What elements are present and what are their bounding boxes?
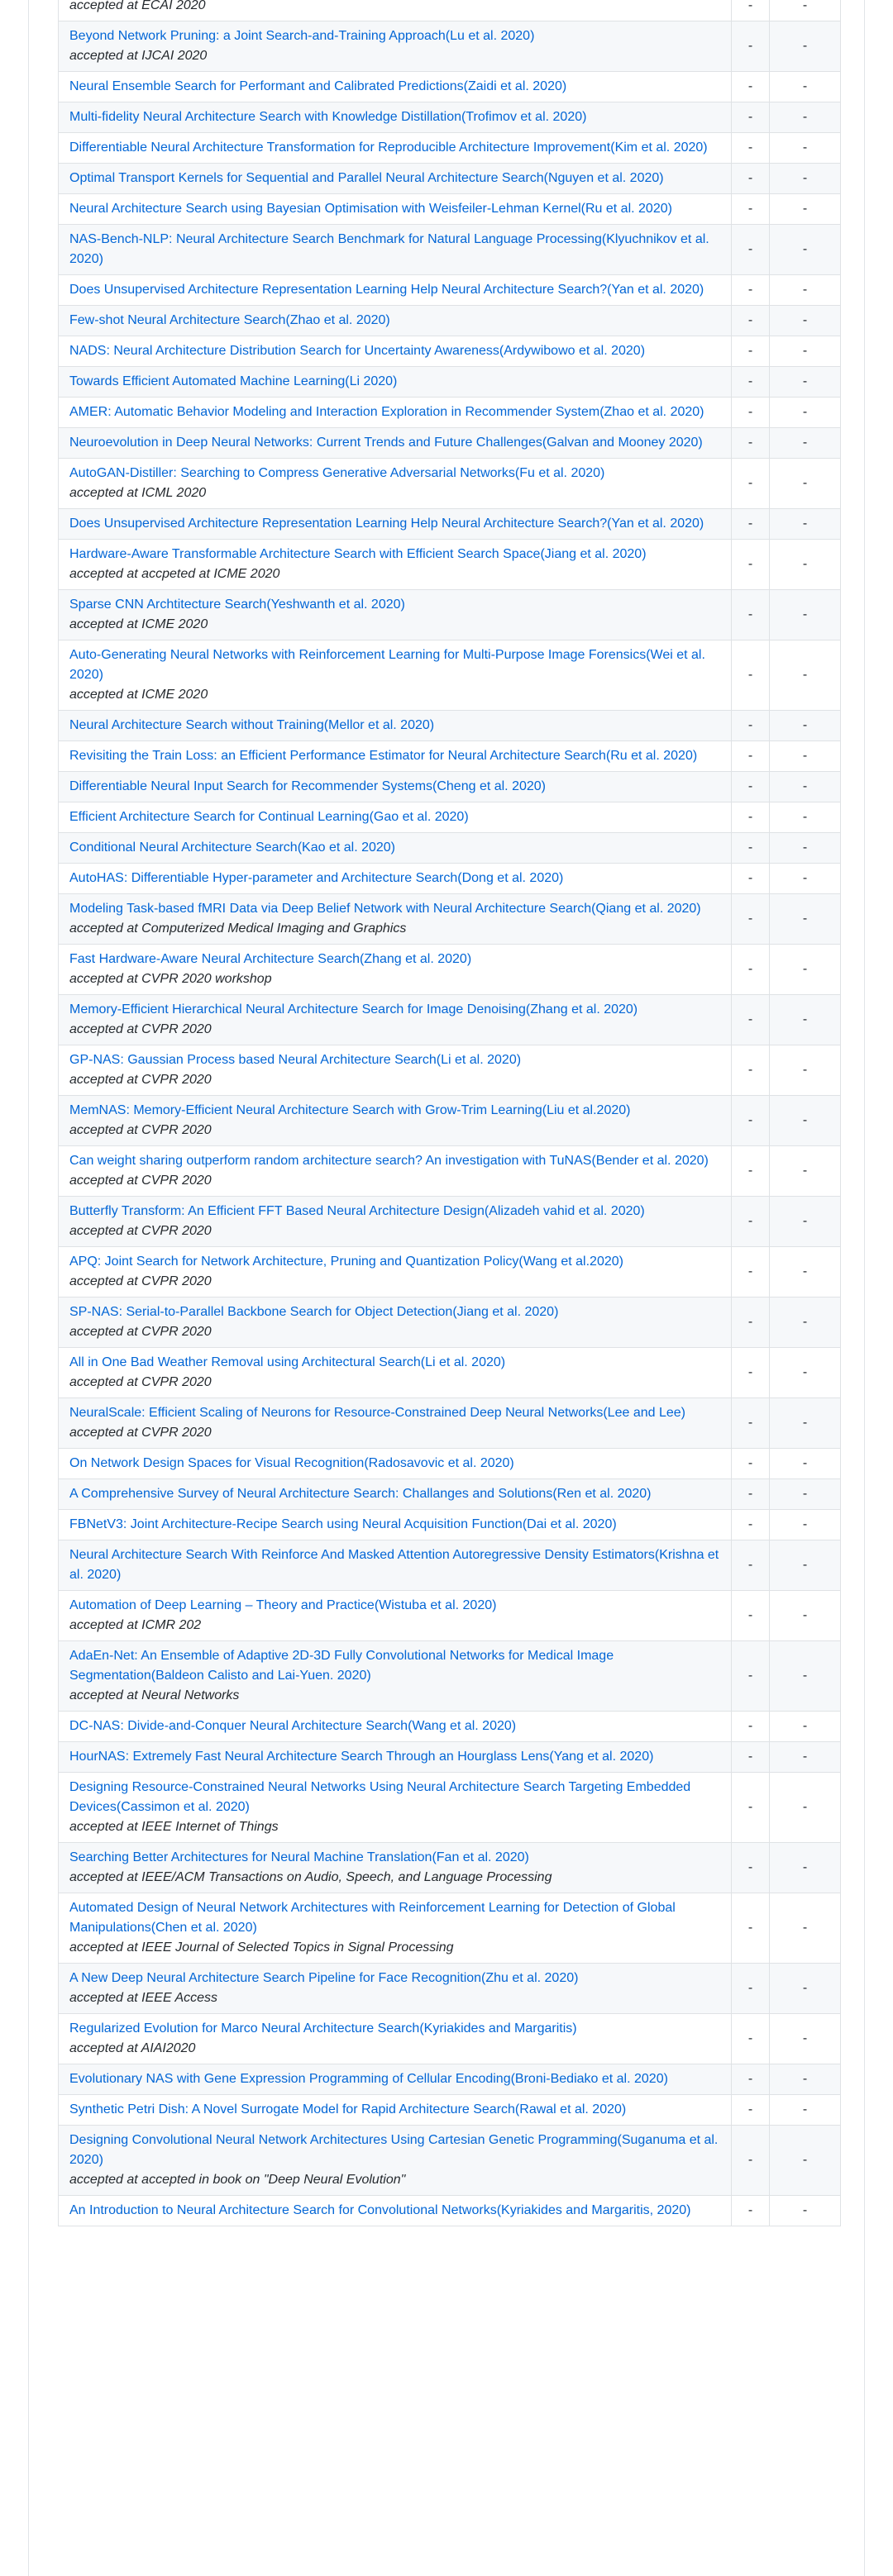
table-row (59, 1398, 841, 1449)
table-row (59, 802, 841, 833)
table-row (59, 640, 841, 711)
paper-cell (59, 540, 732, 590)
paper-col2-cell: - (732, 2126, 770, 2196)
paper-col2-cell: - (732, 1773, 770, 1843)
paper-col2-cell: - (732, 640, 770, 711)
paper-col3-cell: - (770, 2095, 841, 2126)
table-row (59, 1045, 841, 1096)
table-row (59, 2014, 841, 2064)
paper-col3-cell: - (770, 336, 841, 367)
paper-title-link[interactable]: Designing Convolutional Neural Network Architectures Using Cartesian Genetic Programming(Suganuma et al. 2020) (69, 2133, 719, 2167)
paper-col3-cell: - (770, 1479, 841, 1510)
paper-cell (59, 1510, 732, 1540)
paper-col2-cell: - (732, 194, 770, 225)
paper-cell (59, 1146, 732, 1197)
paper-title-link[interactable]: AdaEn-Net: An Ensemble of Adaptive 2D-3D Fully Convolutional Networks for Medical Image Segmentation(Baldeon Calisto and Lai-Yuen. 2020) (69, 1649, 614, 1683)
paper-col3-cell: - (770, 802, 841, 833)
paper-col3-cell: - (770, 398, 841, 428)
paper-col3-cell: - (770, 1146, 841, 1197)
paper-title-link[interactable]: Neural Ensemble Search for Performant and Calibrated Predictions(Zaidi et al. 2020) (69, 79, 567, 93)
paper-title-link[interactable]: AMER: Automatic Behavior Modeling and Interaction Exploration in Recommender System(Zhao et al. 2020) (69, 405, 704, 419)
paper-col2-cell: - (732, 398, 770, 428)
paper-title-link[interactable]: Butterfly Transform: An Efficient FFT Based Neural Architecture Design(Alizadeh vahid et al. 2020) (69, 1204, 645, 1218)
paper-cell (59, 1045, 732, 1096)
paper-col2-cell: - (732, 894, 770, 945)
paper-venue: accepted at ICME 2020 (69, 688, 208, 702)
paper-col3-cell: - (770, 2126, 841, 2196)
paper-venue: accepted at CVPR 2020 (69, 1123, 212, 1137)
paper-title-link[interactable]: GP-NAS: Gaussian Process based Neural Architecture Search(Li et al. 2020) (69, 1053, 522, 1067)
table-row (59, 2095, 841, 2126)
paper-col3-cell: - (770, 894, 841, 945)
paper-col3-cell: - (770, 741, 841, 772)
paper-col3-cell: - (770, 995, 841, 1045)
paper-venue: accepted at CVPR 2020 workshop (69, 972, 272, 986)
paper-col3-cell: - (770, 640, 841, 711)
paper-cell (59, 21, 732, 72)
paper-cell (59, 1712, 732, 1742)
paper-col3-cell: - (770, 1197, 841, 1247)
paper-col2-cell: - (732, 1712, 770, 1742)
paper-col2-cell: - (732, 833, 770, 864)
paper-cell (59, 640, 732, 711)
paper-title-link[interactable]: Towards Efficient Automated Machine Learning(Li 2020) (69, 374, 398, 388)
paper-venue: accepted at IEEE Journal of Selected Topics in Signal Processing (69, 1940, 454, 1955)
paper-title-link[interactable]: Searching Better Architectures for Neural Machine Translation(Fan et al. 2020) (69, 1850, 529, 1864)
paper-col2-cell: - (732, 540, 770, 590)
paper-col3-cell: - (770, 0, 841, 21)
table-row (59, 1479, 841, 1510)
paper-col2-cell: - (732, 275, 770, 306)
table-row (59, 306, 841, 336)
paper-cell (59, 1641, 732, 1712)
paper-cell (59, 2196, 732, 2226)
paper-title-link[interactable]: Evolutionary NAS with Gene Expression Programming of Cellular Encoding(Broni-Bediako et al. 2020) (69, 2072, 668, 2086)
table-row (59, 995, 841, 1045)
paper-col2-cell: - (732, 306, 770, 336)
table-row (59, 945, 841, 995)
paper-col2-cell: - (732, 1591, 770, 1641)
paper-cell (59, 2014, 732, 2064)
paper-col2-cell: - (732, 1045, 770, 1096)
paper-title-link[interactable]: A New Deep Neural Architecture Search Pipeline for Face Recognition(Zhu et al. 2020) (69, 1971, 579, 1985)
paper-cell (59, 711, 732, 741)
table-row (59, 1146, 841, 1197)
paper-title-link[interactable]: Revisiting the Train Loss: an Efficient Performance Estimator for Neural Architecture Search(Ru et al. 2020) (69, 749, 698, 763)
paper-venue: accepted at IJCAI 2020 (69, 49, 208, 63)
paper-col3-cell: - (770, 133, 841, 164)
paper-title-link[interactable]: An Introduction to Neural Architecture Search for Convolutional Networks(Kyriakides and Margaritis, 2020) (69, 2203, 691, 2217)
paper-title-link[interactable]: Fast Hardware-Aware Neural Architecture Search(Zhang et al. 2020) (69, 952, 472, 966)
paper-title-link[interactable]: All in One Bad Weather Removal using Architectural Search(Li et al. 2020) (69, 1355, 506, 1369)
paper-title-link[interactable]: Few-shot Neural Architecture Search(Zhao et al. 2020) (69, 313, 390, 327)
table-row (59, 102, 841, 133)
paper-col2-cell: - (732, 995, 770, 1045)
paper-col3-cell: - (770, 194, 841, 225)
table-row (59, 72, 841, 102)
paper-title-link[interactable]: Memory-Efficient Hierarchical Neural Architecture Search for Image Denoising(Zhang et al. 2020) (69, 1002, 638, 1017)
table-row (59, 1247, 841, 1298)
paper-col2-cell: - (732, 802, 770, 833)
paper-cell (59, 741, 732, 772)
table-row (59, 1893, 841, 1964)
paper-col2-cell: - (732, 509, 770, 540)
paper-col2-cell: - (732, 0, 770, 21)
paper-title-link[interactable]: NAS-Bench-NLP: Neural Architecture Search Benchmark for Natural Language Processing(Klyuchnikov et al. 2020) (69, 232, 709, 266)
paper-col2-cell: - (732, 1146, 770, 1197)
table-row (59, 1298, 841, 1348)
paper-title-link[interactable]: Synthetic Petri Dish: A Novel Surrogate Model for Rapid Architecture Search(Rawal et al. 2020) (69, 2102, 627, 2117)
table-row (59, 590, 841, 640)
paper-title-link[interactable]: DC-NAS: Divide-and-Conquer Neural Architecture Search(Wang et al. 2020) (69, 1719, 517, 1733)
table-row (59, 133, 841, 164)
table-row (59, 164, 841, 194)
paper-cell (59, 1298, 732, 1348)
paper-col2-cell: - (732, 2014, 770, 2064)
paper-title-link[interactable]: Does Unsupervised Architecture Representation Learning Help Neural Architecture Search?(Yan et al. 2020) (69, 517, 704, 531)
paper-cell (59, 1479, 732, 1510)
paper-col3-cell: - (770, 306, 841, 336)
paper-col3-cell: - (770, 1449, 841, 1479)
paper-cell (59, 1773, 732, 1843)
table-row (59, 1591, 841, 1641)
paper-venue: accepted at ECAI 2020 (69, 0, 206, 12)
paper-col2-cell: - (732, 1641, 770, 1712)
paper-cell (59, 590, 732, 640)
paper-cell (59, 225, 732, 275)
paper-title-link[interactable]: Automation of Deep Learning – Theory and Practice(Wistuba et al. 2020) (69, 1598, 497, 1612)
paper-col2-cell: - (732, 164, 770, 194)
paper-col3-cell: - (770, 72, 841, 102)
paper-venue: accepted at CVPR 2020 (69, 1274, 212, 1288)
table-row (59, 225, 841, 275)
paper-title-link[interactable]: Neuroevolution in Deep Neural Networks: Current Trends and Future Challenges(Galvan and Mooney 2020) (69, 436, 703, 450)
paper-cell (59, 894, 732, 945)
paper-cell (59, 0, 732, 21)
paper-cell (59, 1449, 732, 1479)
paper-col3-cell: - (770, 833, 841, 864)
table-row (59, 1641, 841, 1712)
paper-title-link[interactable]: HourNAS: Extremely Fast Neural Architecture Search Through an Hourglass Lens(Yang et al. 2020) (69, 1750, 654, 1764)
paper-cell (59, 1964, 732, 2014)
paper-col3-cell: - (770, 1398, 841, 1449)
paper-col2-cell: - (732, 1964, 770, 2014)
table-row (59, 0, 841, 21)
paper-col3-cell: - (770, 1510, 841, 1540)
paper-cell (59, 2095, 732, 2126)
paper-col3-cell: - (770, 367, 841, 398)
paper-col3-cell: - (770, 1045, 841, 1096)
paper-col2-cell: - (732, 1843, 770, 1893)
paper-cell (59, 1247, 732, 1298)
table-row (59, 772, 841, 802)
paper-cell (59, 1096, 732, 1146)
table-row (59, 2126, 841, 2196)
table-row (59, 2064, 841, 2095)
paper-cell (59, 1742, 732, 1773)
paper-venue: accepted at CVPR 2020 (69, 1224, 212, 1238)
table-row (59, 894, 841, 945)
paper-col2-cell: - (732, 1510, 770, 1540)
paper-venue: accepted at ICME 2020 (69, 617, 208, 631)
paper-cell (59, 102, 732, 133)
paper-col3-cell: - (770, 864, 841, 894)
paper-title-link[interactable]: Auto-Generating Neural Networks with Reinforcement Learning for Multi-Purpose Image Forensics(Wei et al. 2020) (69, 648, 705, 682)
paper-venue: accepted at accpeted at ICME 2020 (69, 567, 280, 581)
paper-col2-cell: - (732, 2196, 770, 2226)
paper-col3-cell: - (770, 590, 841, 640)
paper-title-link[interactable]: SP-NAS: Serial-to-Parallel Backbone Search for Object Detection(Jiang et al. 2020) (69, 1305, 559, 1319)
paper-title-link[interactable]: NeuralScale: Efficient Scaling of Neurons for Resource-Constrained Deep Neural Networks(Lee and Lee) (69, 1406, 685, 1420)
paper-col2-cell: - (732, 711, 770, 741)
paper-col2-cell: - (732, 945, 770, 995)
paper-col3-cell: - (770, 1773, 841, 1843)
paper-col2-cell: - (732, 772, 770, 802)
table-row (59, 1348, 841, 1398)
paper-title-link[interactable]: APQ: Joint Search for Network Architecture, Pruning and Quantization Policy(Wang et al.2020) (69, 1255, 623, 1269)
paper-title-link[interactable]: On Network Design Spaces for Visual Recognition(Radosavovic et al. 2020) (69, 1456, 514, 1470)
paper-cell (59, 1197, 732, 1247)
paper-col3-cell: - (770, 2064, 841, 2095)
paper-venue: accepted at Neural Networks (69, 1688, 240, 1702)
paper-col2-cell: - (732, 336, 770, 367)
paper-col2-cell: - (732, 864, 770, 894)
paper-cell (59, 306, 732, 336)
table-row (59, 336, 841, 367)
paper-col2-cell: - (732, 367, 770, 398)
paper-col3-cell: - (770, 772, 841, 802)
paper-venue: accepted at ICML 2020 (69, 486, 207, 500)
paper-title-link[interactable]: Hardware-Aware Transformable Architecture Search with Efficient Search Space(Jiang et al. 2020) (69, 547, 647, 561)
paper-title-link[interactable]: Does Unsupervised Architecture Representation Learning Help Neural Architecture Search?(Yan et al. 2020) (69, 283, 704, 297)
paper-title-link[interactable]: Modeling Task-based fMRI Data via Deep Belief Network with Neural Architecture Search(Qiang et al. 2020) (69, 902, 701, 916)
paper-title-link[interactable]: Automated Design of Neural Network Architectures with Reinforcement Learning for Detection of Global Manipulations(Chen et al. 2020) (69, 1901, 676, 1935)
paper-col2-cell: - (732, 1449, 770, 1479)
paper-col3-cell: - (770, 1348, 841, 1398)
paper-col2-cell: - (732, 2095, 770, 2126)
table-row (59, 509, 841, 540)
paper-col3-cell: - (770, 1893, 841, 1964)
paper-col2-cell: - (732, 1479, 770, 1510)
table-row (59, 367, 841, 398)
paper-title-link[interactable]: Sparse CNN Archtitecture Search(Yeshwanth et al. 2020) (69, 598, 405, 612)
paper-col3-cell: - (770, 2196, 841, 2226)
paper-cell (59, 72, 732, 102)
papers-table (58, 0, 841, 2226)
paper-col2-cell: - (732, 21, 770, 72)
paper-col3-cell: - (770, 1742, 841, 1773)
paper-col2-cell: - (732, 1096, 770, 1146)
paper-cell (59, 275, 732, 306)
paper-cell (59, 1348, 732, 1398)
table-row (59, 540, 841, 590)
paper-cell (59, 772, 732, 802)
paper-col2-cell: - (732, 2064, 770, 2095)
table-row (59, 864, 841, 894)
paper-col2-cell: - (732, 225, 770, 275)
paper-venue: accepted at accepted in book on "Deep Neural Evolution" (69, 2173, 406, 2187)
table-row (59, 741, 841, 772)
paper-col3-cell: - (770, 711, 841, 741)
paper-cell (59, 2064, 732, 2095)
paper-cell (59, 164, 732, 194)
table-row (59, 1773, 841, 1843)
table-row (59, 1197, 841, 1247)
paper-venue: accepted at CVPR 2020 (69, 1174, 212, 1188)
paper-col2-cell: - (732, 1348, 770, 1398)
paper-col2-cell: - (732, 590, 770, 640)
paper-venue: accepted at IEEE/ACM Transactions on Audio, Speech, and Language Processing (69, 1870, 552, 1884)
table-row (59, 1742, 841, 1773)
paper-col3-cell: - (770, 1641, 841, 1712)
paper-cell (59, 459, 732, 509)
paper-col3-cell: - (770, 1298, 841, 1348)
paper-col3-cell: - (770, 2014, 841, 2064)
paper-cell (59, 1398, 732, 1449)
paper-cell (59, 509, 732, 540)
paper-cell (59, 1843, 732, 1893)
table-row (59, 1712, 841, 1742)
table-row (59, 1843, 841, 1893)
paper-title-link[interactable]: Conditional Neural Architecture Search(Kao et al. 2020) (69, 840, 395, 855)
paper-col2-cell: - (732, 1398, 770, 1449)
paper-cell (59, 367, 732, 398)
paper-cell (59, 1540, 732, 1591)
paper-cell (59, 336, 732, 367)
paper-venue: accepted at Computerized Medical Imaging and Graphics (69, 921, 407, 936)
paper-cell (59, 398, 732, 428)
paper-col3-cell: - (770, 275, 841, 306)
table-row (59, 833, 841, 864)
table-row (59, 711, 841, 741)
paper-title-link[interactable]: Multi-fidelity Neural Architecture Search with Knowledge Distillation(Trofimov et al. 2020) (69, 110, 587, 124)
paper-col2-cell: - (732, 1298, 770, 1348)
paper-col3-cell: - (770, 945, 841, 995)
paper-col3-cell: - (770, 21, 841, 72)
paper-title-link[interactable]: Neural Architecture Search using Bayesian Optimisation with Weisfeiler-Lehman Kernel(Ru et al. 2020) (69, 202, 672, 216)
paper-cell (59, 1591, 732, 1641)
paper-col2-cell: - (732, 428, 770, 459)
papers-table-body (59, 0, 841, 2226)
paper-col2-cell: - (732, 1742, 770, 1773)
paper-col3-cell: - (770, 1247, 841, 1298)
paper-col3-cell: - (770, 459, 841, 509)
paper-title-link[interactable]: Can weight sharing outperform random architecture search? An investigation with TuNAS(Bender et al. 2020) (69, 1154, 709, 1168)
paper-cell (59, 2126, 732, 2196)
table-row (59, 2196, 841, 2226)
paper-col3-cell: - (770, 1964, 841, 2014)
paper-venue: accepted at CVPR 2020 (69, 1375, 212, 1389)
paper-title-link[interactable]: Regularized Evolution for Marco Neural Architecture Search(Kyriakides and Margaritis) (69, 2021, 577, 2036)
paper-venue: accepted at CVPR 2020 (69, 1022, 212, 1036)
paper-title-link[interactable]: MemNAS: Memory-Efficient Neural Architecture Search with Grow-Trim Learning(Liu et al.2020) (69, 1103, 631, 1117)
paper-title-link[interactable]: A Comprehensive Survey of Neural Architecture Search: Challanges and Solutions(Ren et al. 2020) (69, 1487, 652, 1501)
paper-col2-cell: - (732, 72, 770, 102)
table-row (59, 428, 841, 459)
paper-venue: accepted at CVPR 2020 (69, 1325, 212, 1339)
paper-col3-cell: - (770, 1096, 841, 1146)
paper-col2-cell: - (732, 1540, 770, 1591)
table-row (59, 1964, 841, 2014)
paper-title-link[interactable]: NADS: Neural Architecture Distribution Search for Uncertainty Awareness(Ardywibowo et al. 2020) (69, 344, 646, 358)
paper-col3-cell: - (770, 540, 841, 590)
paper-venue: accepted at ICMR 202 (69, 1618, 202, 1632)
table-row (59, 1096, 841, 1146)
table-row (59, 459, 841, 509)
paper-cell (59, 995, 732, 1045)
paper-venue: accepted at CVPR 2020 (69, 1426, 212, 1440)
paper-col2-cell: - (732, 1197, 770, 1247)
paper-venue: accepted at IEEE Internet of Things (69, 1820, 279, 1834)
paper-col2-cell: - (732, 1893, 770, 1964)
paper-cell (59, 194, 732, 225)
paper-title-link[interactable]: FBNetV3: Joint Architecture-Recipe Search using Neural Acquisition Function(Dai et al. 2020) (69, 1517, 617, 1531)
paper-cell (59, 945, 732, 995)
paper-col3-cell: - (770, 428, 841, 459)
paper-col3-cell: - (770, 164, 841, 194)
paper-title-link[interactable]: Efficient Architecture Search for Continual Learning(Gao et al. 2020) (69, 810, 469, 824)
paper-title-link[interactable]: Neural Architecture Search With Reinforce And Masked Attention Autoregressive Density Estimators(Krishna et al. 2020) (69, 1548, 719, 1582)
paper-venue: accepted at CVPR 2020 (69, 1073, 212, 1087)
table-row (59, 1449, 841, 1479)
paper-venue: accepted at AIAI2020 (69, 2041, 196, 2055)
paper-title-link[interactable]: Differentiable Neural Input Search for Recommender Systems(Cheng et al. 2020) (69, 779, 546, 793)
paper-col3-cell: - (770, 102, 841, 133)
paper-title-link[interactable]: Beyond Network Pruning: a Joint Search-and-Training Approach(Lu et al. 2020) (69, 29, 535, 43)
paper-col2-cell: - (732, 102, 770, 133)
paper-col3-cell: - (770, 509, 841, 540)
paper-title-link[interactable]: Differentiable Neural Architecture Transformation for Reproducible Architecture Improvement(Kim et al. 2020) (69, 140, 708, 155)
paper-col2-cell: - (732, 459, 770, 509)
paper-col3-cell: - (770, 1712, 841, 1742)
paper-cell (59, 428, 732, 459)
paper-title-link[interactable]: Designing Resource-Constrained Neural Networks Using Neural Architecture Search Targeting Embedded Devices(Cassimon et al. 2020) (69, 1780, 691, 1814)
paper-col3-cell: - (770, 1540, 841, 1591)
paper-cell (59, 833, 732, 864)
table-row (59, 275, 841, 306)
paper-cell (59, 864, 732, 894)
table-row (59, 398, 841, 428)
table-row (59, 21, 841, 72)
paper-cell (59, 802, 732, 833)
paper-col3-cell: - (770, 225, 841, 275)
paper-cell (59, 1893, 732, 1964)
paper-col3-cell: - (770, 1843, 841, 1893)
paper-title-link[interactable]: Optimal Transport Kernels for Sequential and Parallel Neural Architecture Search(Nguyen et al. 2020) (69, 171, 664, 185)
paper-cell (59, 133, 732, 164)
table-row (59, 1510, 841, 1540)
paper-title-link[interactable]: AutoHAS: Differentiable Hyper-parameter and Architecture Search(Dong et al. 2020) (69, 871, 564, 885)
table-row (59, 194, 841, 225)
paper-title-link[interactable]: AutoGAN-Distiller: Searching to Compress Generative Adversarial Networks(Fu et al. 2020) (69, 466, 605, 480)
paper-col3-cell: - (770, 1591, 841, 1641)
paper-title-link[interactable]: Neural Architecture Search without Training(Mellor et al. 2020) (69, 718, 435, 732)
paper-col2-cell: - (732, 1247, 770, 1298)
paper-col2-cell: - (732, 133, 770, 164)
paper-col2-cell: - (732, 741, 770, 772)
table-row (59, 1540, 841, 1591)
paper-venue: accepted at IEEE Access (69, 1991, 218, 2005)
